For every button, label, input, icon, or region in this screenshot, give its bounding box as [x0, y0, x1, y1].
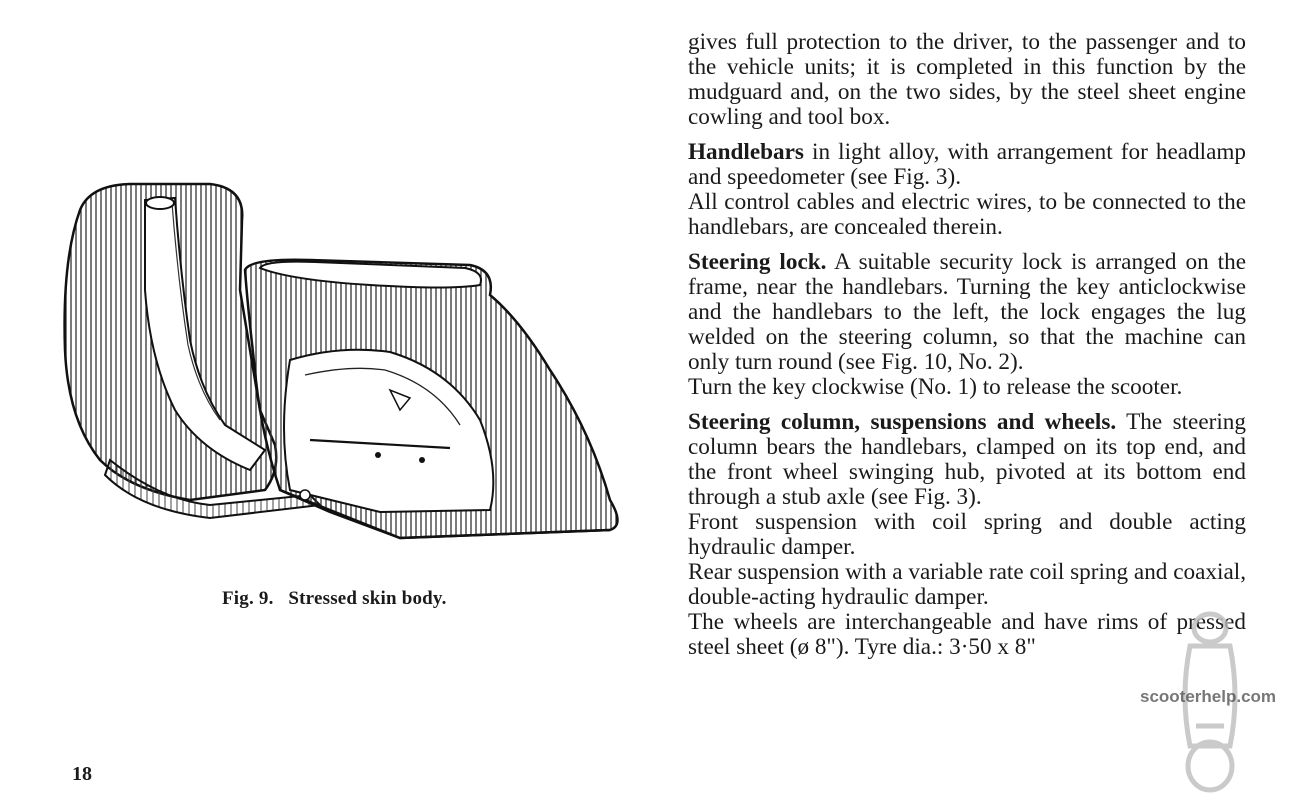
steering-lock-text: A suitable security lock is arranged on the frame, near the handlebars. Turning the key anticlockwise and the handlebars to the left, the lock engages the lug welded on the steering column, so that the machine can only turn round (see Fig. 10, No. 2).: [688, 249, 1246, 375]
paragraph-handlebars: [688, 140, 1246, 190]
handlebars-text: in light alloy, with arrangement for headlamp and speedometer (see Fig. 3).: [688, 139, 1246, 190]
figure-caption: Fig. 9. Stressed skin body.: [222, 588, 447, 609]
paragraph-front-suspension: Front suspension with coil spring and double acting hydraulic damper.: [688, 509, 1246, 560]
scooter-body-illustration: [50, 170, 650, 560]
paragraph-steering-column: [688, 410, 1246, 510]
paragraph-steering-lock: [688, 250, 1246, 375]
paragraph-intro: gives full protection to the driver, to the passenger and to the vehicle units; it is completed in this function by the mudguard and, on the two sides, by the steel sheet engine cowling and tool box.: [688, 29, 1246, 130]
paragraph-wheels: The wheels are interchangeable and have rims of pressed steel sheet (ø 8"). Tyre dia.: 3·50 x 8": [688, 609, 1246, 660]
watermark-text: scooterhelp.com: [1140, 687, 1277, 706]
paragraph-handlebars-cables: All control cables and electric wires, to be connected to the handlebars, are concealed therein.: [688, 189, 1246, 240]
body-text-column: [688, 30, 1246, 660]
page-number: 18: [72, 763, 92, 785]
figure-stressed-skin-body: [50, 170, 650, 560]
paragraph-steering-lock-release: Turn the key clockwise (No. 1) to release the scooter.: [688, 374, 1183, 400]
heading-handlebars: Handlebars: [688, 139, 804, 165]
heading-steering-lock: Steering lock.: [688, 249, 827, 275]
heading-steering-column: Steering column, suspensions and wheels.: [688, 409, 1117, 435]
paragraph-rear-suspension: Rear suspension with a variable rate coil spring and coaxial, double-acting hydraulic damper.: [688, 559, 1246, 610]
steering-column-text: The steering column bears the handlebars, clamped on its top end, and the front wheel swinging hub, pivoted at its bottom end through a stub axle (see Fig. 3).: [688, 409, 1246, 510]
